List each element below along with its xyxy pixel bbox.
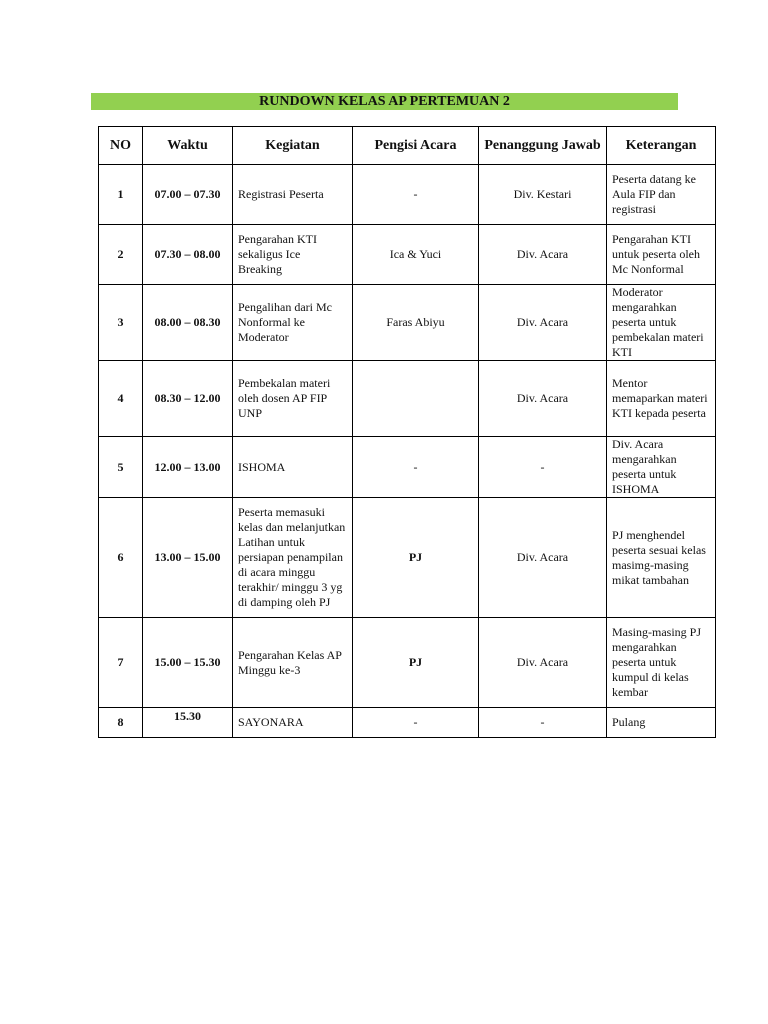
header-kegiatan: Kegiatan	[233, 127, 353, 165]
rundown-table	[98, 126, 716, 738]
cell-penanggung-jawab: Div. Acara	[479, 498, 607, 618]
cell-pengisi-acara: Ica & Yuci	[353, 225, 479, 285]
cell-penanggung-jawab: Div. Acara	[479, 285, 607, 361]
cell-keterangan: Pulang	[607, 708, 716, 738]
table-row	[99, 618, 716, 708]
document-title: RUNDOWN KELAS AP PERTEMUAN 2	[91, 93, 678, 110]
header-pengisi-acara: Pengisi Acara	[353, 127, 479, 165]
cell-pengisi-acara: PJ	[353, 618, 479, 708]
cell-penanggung-jawab: Div. Kestari	[479, 165, 607, 225]
cell-no: 7	[99, 618, 143, 708]
cell-kegiatan: Pengarahan Kelas AP Minggu ke-3	[233, 618, 353, 708]
cell-pengisi-acara	[353, 361, 479, 437]
cell-keterangan: Pengarahan KTI untuk peserta oleh Mc Nonformal	[607, 225, 716, 285]
cell-penanggung-jawab: -	[479, 708, 607, 738]
cell-kegiatan: SAYONARA	[233, 708, 353, 738]
cell-pengisi-acara: -	[353, 165, 479, 225]
cell-waktu: 07.30 – 08.00	[143, 225, 233, 285]
table-row	[99, 361, 716, 437]
cell-keterangan: Div. Acara mengarahkan peserta untuk ISHOMA	[607, 437, 716, 498]
header-no: NO	[99, 127, 143, 165]
cell-penanggung-jawab: Div. Acara	[479, 361, 607, 437]
header-keterangan: Keterangan	[607, 127, 716, 165]
table-row	[99, 285, 716, 361]
cell-kegiatan: ISHOMA	[233, 437, 353, 498]
cell-pengisi-acara: -	[353, 437, 479, 498]
cell-no: 2	[99, 225, 143, 285]
cell-waktu: 13.00 – 15.00	[143, 498, 233, 618]
cell-waktu: 15.30	[143, 708, 233, 738]
cell-pengisi-acara: PJ	[353, 498, 479, 618]
cell-keterangan: Mentor memaparkan materi KTI kepada peserta	[607, 361, 716, 437]
table-row	[99, 708, 716, 738]
cell-no: 8	[99, 708, 143, 738]
cell-waktu: 08.30 – 12.00	[143, 361, 233, 437]
header-waktu: Waktu	[143, 127, 233, 165]
cell-kegiatan: Peserta memasuki kelas dan melanjutkan Latihan untuk persiapan penampilan di acara minggu terakhir/ minggu 3 yg di damping oleh PJ	[233, 498, 353, 618]
cell-pengisi-acara: -	[353, 708, 479, 738]
cell-keterangan: Masing-masing PJ mengarahkan peserta untuk kumpul di kelas kembar	[607, 618, 716, 708]
cell-penanggung-jawab: Div. Acara	[479, 618, 607, 708]
cell-kegiatan: Pengalihan dari Mc Nonformal ke Moderator	[233, 285, 353, 361]
header-penanggung-jawab: Penanggung Jawab	[479, 127, 607, 165]
cell-keterangan: Moderator mengarahkan peserta untuk pembekalan materi KTI	[607, 285, 716, 361]
cell-no: 5	[99, 437, 143, 498]
cell-waktu: 07.00 – 07.30	[143, 165, 233, 225]
cell-no: 6	[99, 498, 143, 618]
table-row	[99, 225, 716, 285]
cell-waktu: 12.00 – 13.00	[143, 437, 233, 498]
table-row	[99, 498, 716, 618]
cell-penanggung-jawab: Div. Acara	[479, 225, 607, 285]
cell-no: 1	[99, 165, 143, 225]
cell-kegiatan: Pembekalan materi oleh dosen AP FIP UNP	[233, 361, 353, 437]
cell-keterangan: PJ menghendel peserta sesuai kelas masimg-masing mikat tambahan	[607, 498, 716, 618]
table-row	[99, 437, 716, 498]
cell-waktu: 08.00 – 08.30	[143, 285, 233, 361]
cell-penanggung-jawab: -	[479, 437, 607, 498]
cell-kegiatan: Registrasi Peserta	[233, 165, 353, 225]
cell-keterangan: Peserta datang ke Aula FIP dan registrasi	[607, 165, 716, 225]
cell-kegiatan: Pengarahan KTI sekaligus Ice Breaking	[233, 225, 353, 285]
cell-no: 3	[99, 285, 143, 361]
cell-pengisi-acara: Faras Abiyu	[353, 285, 479, 361]
cell-waktu: 15.00 – 15.30	[143, 618, 233, 708]
cell-no: 4	[99, 361, 143, 437]
table-header-row	[99, 127, 716, 165]
table-row	[99, 165, 716, 225]
